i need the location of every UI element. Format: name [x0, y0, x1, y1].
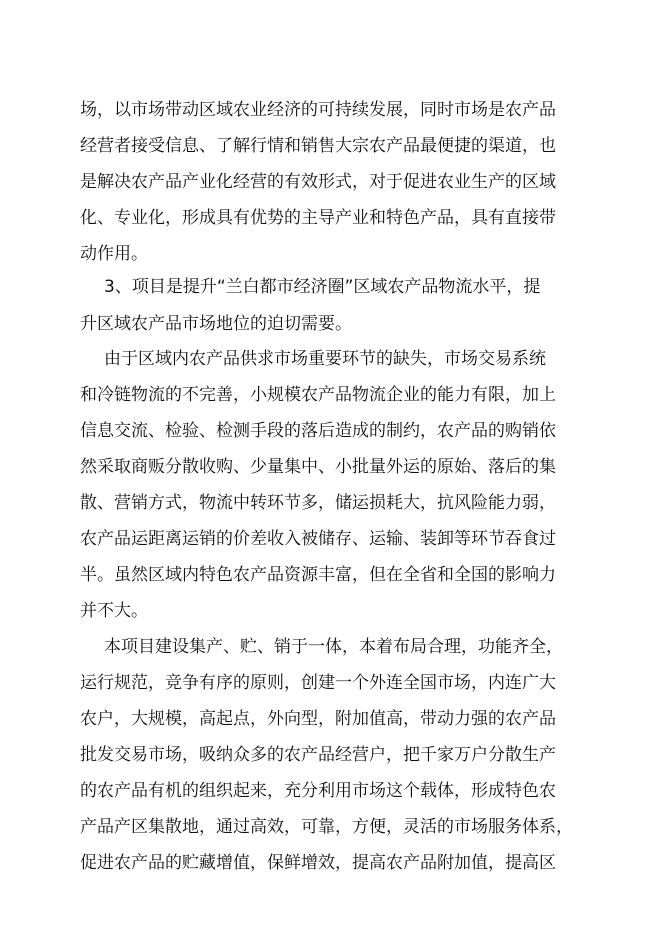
text-line-11: 然采取商贩分散收购、少量集中、小批量外运的原始、落后的集 [80, 457, 556, 477]
text-line-16: 本项目建设集产、贮、销于一体，本着布局合理，功能齐全， [104, 637, 563, 657]
text-line-8: 由于区域内农产品供求市场重要环节的缺失，市场交易系统 [104, 349, 546, 369]
text-line-15: 并不大。 [80, 601, 148, 621]
text-line-12: 散、营销方式，物流中转环节多，储运损耗大，抗风险能力弱， [80, 493, 556, 513]
text-line-9: 和冷链物流的不完善，小规模农产品物流企业的能力有限，加上 [80, 385, 556, 405]
text-line-21: 产品产区集散地，通过高效，可靠，方便，灵活的市场服务体系， [80, 817, 573, 837]
text-line-17: 运行规范，竞争有序的原则，创建一个外连全国市场，内连广大 [80, 673, 556, 693]
text-line-6: 3、项目是提升“兰白都市经济圈”区域农产品物流水平，提 [104, 277, 541, 297]
text-line-2: 经营者接受信息、了解行情和销售大宗农产品最便捷的渠道，也 [80, 136, 556, 156]
text-line-20: 的农产品有机的组织起来，充分利用市场这个载体，形成特色农 [80, 781, 556, 801]
text-line-19: 批发交易市场，吸纳众多的农产品经营户，把千家万户分散生产 [80, 745, 556, 765]
text-line-1: 场，以市场带动区域农业经济的可持续发展，同时市场是农产品 [80, 100, 556, 120]
text-line-18: 农户，大规模，高起点，外向型，附加值高，带动力强的农产品 [80, 709, 556, 729]
text-line-5: 动作用。 [80, 244, 148, 264]
text-line-14: 半。虽然区域内特色农产品资源丰富，但在全省和全国的影响力 [80, 565, 556, 585]
text-line-13: 农产品运距离运销的价差收入被储存、运输、装卸等环节吞食过 [80, 529, 556, 549]
text-line-10: 信息交流、检验、检测手段的落后造成的制约，农产品的购销依 [80, 421, 556, 441]
text-line-22: 促进农产品的贮藏增值，保鲜增效，提高农产品附加值，提高区 [80, 853, 556, 873]
text-line-4: 化、专业化，形成具有优势的主导产业和特色产品，具有直接带 [80, 208, 556, 228]
text-line-7: 升区域农产品市场地位的迫切需要。 [80, 314, 352, 334]
text-line-3: 是解决农产品产业化经营的有效形式，对于促进农业生产的区域 [80, 172, 556, 192]
